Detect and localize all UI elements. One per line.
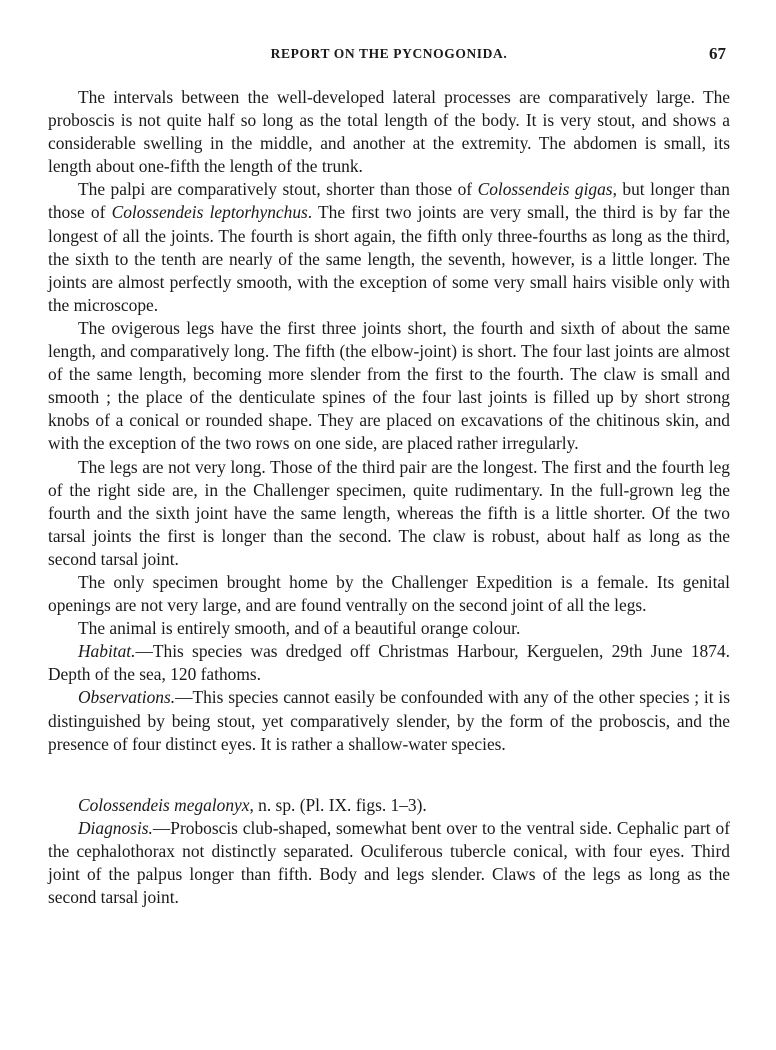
species-name: Colossendeis megalonyx — [78, 794, 250, 815]
paragraph-colour: The animal is entirely smooth, and of a beautiful orange colour. — [78, 618, 521, 639]
habitat-text: —This species was dredged off Christmas Harbour, Kerguelen, 29th June 1874. Depth of the sea, 120 fathoms. — [48, 641, 730, 685]
diagnosis-label: Diagnosis. — [78, 817, 153, 838]
body-text — [48, 86, 730, 909]
species-ref-leptorhynchus: Colossendeis leptorhynchus — [111, 202, 308, 223]
palpi-text-c: , but longer than those of — [48, 179, 730, 223]
paragraph-diagnosis — [48, 817, 730, 909]
paragraph-observations — [48, 686, 730, 755]
paragraph-legs: The legs are not very long. Those of the third pair are the longest. The first and the fourth leg of the right side are, in the Challenger specimen, quite rudimentary. In the full-grown leg the fourth and the sixth joint have the same length, whereas the fifth is a little shorter. Of the two tarsal joints the first is longer than the second. The claw is robust, about half as long as the second tarsal joint. — [48, 456, 730, 569]
paragraph-intervals: The intervals between the well-developed lateral processes are comparatively large. The proboscis is not quite half so long as the total length of the body. It is very stout, and shows a considerable swelling in the middle, and another at the extremity. The abdomen is small, its length about one-fifth the length of the trunk. — [48, 87, 730, 177]
section-gap — [48, 756, 730, 794]
species-heading — [48, 794, 730, 817]
palpi-text-a: The palpi are comparatively stout, shorter than those of — [78, 179, 478, 200]
species-designation: , n. sp. (Pl. IX. figs. 1–3). — [249, 794, 427, 815]
paragraph-specimen: The only specimen brought home by the Challenger Expedition is a female. Its genital openings are not very large, and are found ventrally on the second joint of all the legs. — [48, 571, 730, 616]
running-head — [48, 46, 730, 72]
page — [48, 46, 730, 909]
paragraph-habitat — [48, 640, 730, 686]
observations-text: —This species cannot easily be confounded with any of the other species ; it is distinguished by being stout, yet comparatively slender, by the form of the proboscis, and the presence of four distinct eyes. It is rather a shallow-water species. — [48, 687, 730, 754]
habitat-label: Habitat. — [78, 641, 136, 662]
paragraph-ovigerous-legs: The ovigerous legs have the first three joints short, the fourth and sixth of about the same length, and comparatively long. The fifth (the elbow-joint) is short. The four last joints are almost of the same length, becoming more slender from the first to the fourth. The claw is small and smooth ; the place of the denticulate spines of the four last joints is filled up by short strong knobs of a conical or rounded shape. They are placed on excavations of the chitinous skin, and with the exception of the two rows on one side, are placed rather irregularly. — [48, 317, 730, 454]
palpi-text-e: . The first two joints are very small, the third is by far the longest of all the joints. The fourth is short again, the fifth only three-fourths as long as the third, the sixth to the tenth are nearly of the same length, the seventh, however, is a little longer. The joints are almost perfectly smooth, with the exception of some very small hairs visible only with the microscope. — [48, 202, 730, 315]
species-ref-gigas: Colossendeis gigas — [477, 179, 613, 200]
diagnosis-text: —Proboscis club-shaped, somewhat bent over to the ventral side. Cephalic part of the cephalothorax not distinctly separated. Oculiferous tubercle conical, with four eyes. Third joint of the palpus longer than fifth. Body and legs slender. Claws of the legs as long as the second tarsal joint. — [48, 817, 730, 908]
running-title: REPORT ON THE PYCNOGONIDA. — [270, 46, 508, 61]
paragraph-palpi — [48, 178, 730, 317]
observations-label: Observations. — [78, 687, 176, 708]
page-number: 67 — [709, 44, 726, 63]
